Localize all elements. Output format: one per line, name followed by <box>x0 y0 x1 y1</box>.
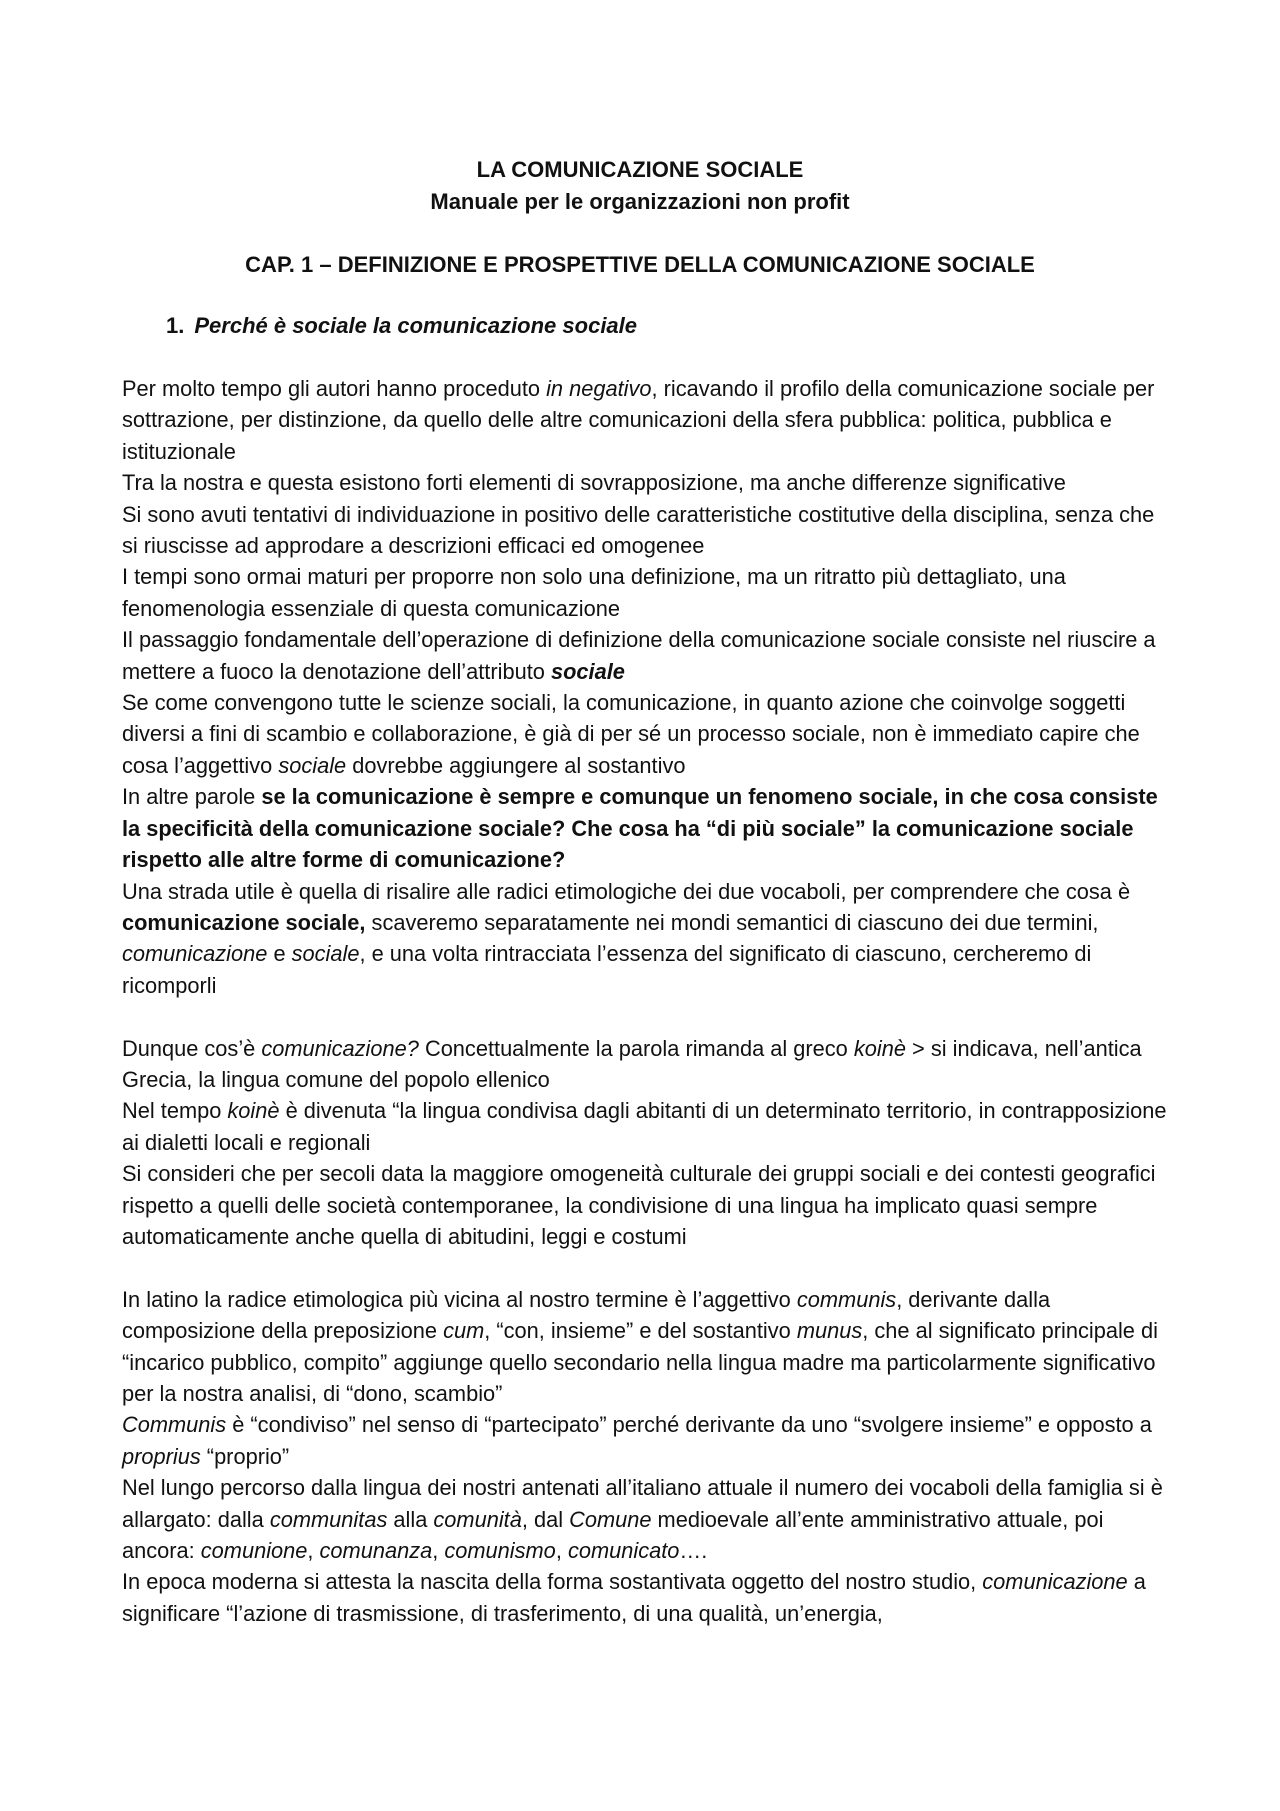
text-run: Concettualmente la parola rimanda al greco <box>418 1035 854 1061</box>
text-run: Una strada utile è quella di risalire alle radici etimologiche dei due vocaboli, per comprendere che cosa è <box>122 878 1131 904</box>
text-run: In latino la radice etimologica più vicina al nostro termine è l’aggettivo <box>122 1286 797 1312</box>
text-run: comunicato <box>567 1538 680 1563</box>
paragraph <box>122 467 1172 498</box>
text-run: scaveremo separatamente nei mondi semantici di ciascuno dei due termini, <box>365 909 1099 935</box>
text-run: comunanza <box>319 1538 433 1563</box>
text-run: , <box>555 1538 568 1563</box>
text-run: “proprio” <box>200 1443 290 1469</box>
text-run: , “con, insieme” e del sostantivo <box>484 1318 797 1344</box>
paragraph <box>122 876 1172 1002</box>
text-run: > si indicava, nell’antica Grecia, la lingua comune del popolo ellenico <box>122 1035 1142 1092</box>
paragraph <box>122 1409 1172 1472</box>
text-run: dovrebbe aggiungere al sostantivo <box>346 752 686 778</box>
text-run: Il passaggio fondamentale dell’operazione di definizione della comunicazione sociale consiste nel riuscire a mettere a fuoco la denotazione dell’attributo <box>122 627 1156 684</box>
text-run: Si sono avuti tentativi di individuazione in positivo delle caratteristiche costitutive della disciplina, senza che si riuscisse ad approdare a descrizioni efficaci ed omogenee <box>122 501 1155 559</box>
text-run: comunicazione? <box>261 1035 419 1061</box>
chapter-heading: CAP. 1 – DEFINIZIONE E PROSPETTIVE DELLA COMUNICAZIONE SOCIALE <box>245 252 1035 277</box>
paragraph <box>122 1095 1172 1158</box>
text-run: comunità <box>433 1506 522 1532</box>
text-run: , <box>307 1538 320 1563</box>
text-run: communis <box>796 1286 897 1312</box>
paragraph <box>122 1284 1172 1410</box>
text-run: Communis <box>122 1412 227 1438</box>
text-run: , che al significato principale di “incarico pubblico, compito” aggiunge quello secondario nella lingua madre ma particolarmente significativo per la nostra analisi, di “dono, scambio” <box>122 1318 1158 1406</box>
text-run: …. <box>679 1538 708 1563</box>
paragraph <box>122 624 1172 687</box>
body-text <box>122 373 1172 1629</box>
text-run: , dal <box>521 1506 570 1532</box>
text-run: , derivante dalla composizione della preposizione <box>122 1286 1051 1344</box>
text-run: è “condiviso” nel senso di “partecipato” perché derivante da uno “svolgere insieme” e opposto a <box>226 1412 1152 1438</box>
text-run: munus <box>796 1318 863 1344</box>
paragraph <box>122 687 1172 781</box>
text-run: sociale <box>278 752 347 778</box>
text-run: medioevale all’ente amministrativo attuale, poi ancora: <box>122 1506 1104 1563</box>
paragraph-gap <box>122 1252 1172 1283</box>
document-title: LA COMUNICAZIONE SOCIALE <box>476 157 804 182</box>
text-run: koinè <box>853 1035 906 1061</box>
paragraph <box>122 561 1172 624</box>
text-run: comunismo <box>444 1538 556 1563</box>
paragraph-gap <box>122 1001 1172 1032</box>
text-run: comunione <box>200 1538 308 1563</box>
text-run: Tra la nostra e questa esistono forti elementi di sovrapposizione, ma anche differenze significative <box>122 470 1066 496</box>
paragraph <box>122 781 1172 875</box>
text-run: Comune <box>569 1506 652 1532</box>
text-run: in negativo <box>546 376 652 401</box>
section-heading <box>166 313 637 339</box>
text-run: Se come convengono tutte le scienze sociali, la comunicazione, in quanto azione che coinvolge soggetti diversi a fini di scambio e collaborazione, è già di per sé un processo sociale, non è immediato capire che cosa l’aggettivo <box>122 690 1140 778</box>
text-run: alla <box>387 1506 434 1532</box>
paragraph <box>122 1158 1172 1252</box>
paragraph <box>122 499 1172 562</box>
text-run: Dunque cos’è <box>122 1035 262 1061</box>
text-run: proprius <box>122 1443 201 1469</box>
paragraph <box>122 1472 1172 1566</box>
text-run: koinè <box>227 1098 280 1124</box>
paragraph <box>122 373 1172 467</box>
text-run: , e una volta rintracciata l’essenza del significato di ciascuno, cercheremo di ricomporli <box>122 941 1092 998</box>
text-run: Nel tempo <box>122 1098 228 1124</box>
text-run: communitas <box>269 1506 388 1532</box>
text-run: cum <box>443 1318 485 1344</box>
text-run: sociale <box>291 941 360 967</box>
text-run: comunicazione sociale, <box>122 909 366 935</box>
section-title: Perché è sociale la comunicazione sociale <box>194 313 638 338</box>
text-run: , ricavando il profilo della comunicazione sociale per sottrazione, per distinzione, da quello delle altre comunicazioni della sfera pubblica: politica, pubblica e istituzionale <box>122 376 1155 464</box>
paragraph <box>122 1566 1172 1629</box>
text-run: In epoca moderna si attesta la nascita della forma sostantivata oggetto del nostro studio, <box>122 1569 983 1595</box>
section-number: 1. <box>166 313 185 338</box>
text-run: e <box>267 941 292 967</box>
text-run: comunicazione <box>122 941 268 967</box>
paragraph <box>122 1033 1172 1096</box>
text-run: In altre parole <box>122 784 262 810</box>
text-run: I tempi sono ormai maturi per proporre non solo una definizione, ma un ritratto più dettagliato, una fenomenologia essenziale di questa comunicazione <box>122 564 1066 621</box>
text-run: è divenuta “la lingua condivisa dagli abitanti di un determinato territorio, in contrapposizione ai dialetti locali e regionali <box>122 1098 1167 1155</box>
text-run: Per molto tempo gli autori hanno proceduto <box>122 376 547 401</box>
text-run: Nel lungo percorso dalla lingua dei nostri antenati all’italiano attuale il numero dei vocaboli della famiglia si è allargato: dalla <box>122 1475 1163 1532</box>
text-run: a significare “l’azione di trasmissione, di trasferimento, di una qualità, un’energia, <box>122 1569 1146 1626</box>
text-run: Si consideri che per secoli data la maggiore omogeneità culturale dei gruppi sociali e dei contesti geografici rispetto a quelli delle società contemporanee, la condivisione di una lingua ha implicato quasi sempre automaticamente anche quella di abitudini, leggi e costumi <box>122 1161 1156 1249</box>
text-run: se la comunicazione è sempre e comunque un fenomeno sociale, in che cosa consiste la specificità della comunicazione sociale? Che cosa ha “di più sociale” la comunicazione sociale rispetto alle altre forme di comunicazione? <box>122 784 1158 873</box>
text-run: comunicazione <box>982 1569 1128 1595</box>
text-run: , <box>432 1538 445 1563</box>
document-subtitle: Manuale per le organizzazioni non profit <box>430 189 850 214</box>
text-run: sociale <box>550 658 625 684</box>
